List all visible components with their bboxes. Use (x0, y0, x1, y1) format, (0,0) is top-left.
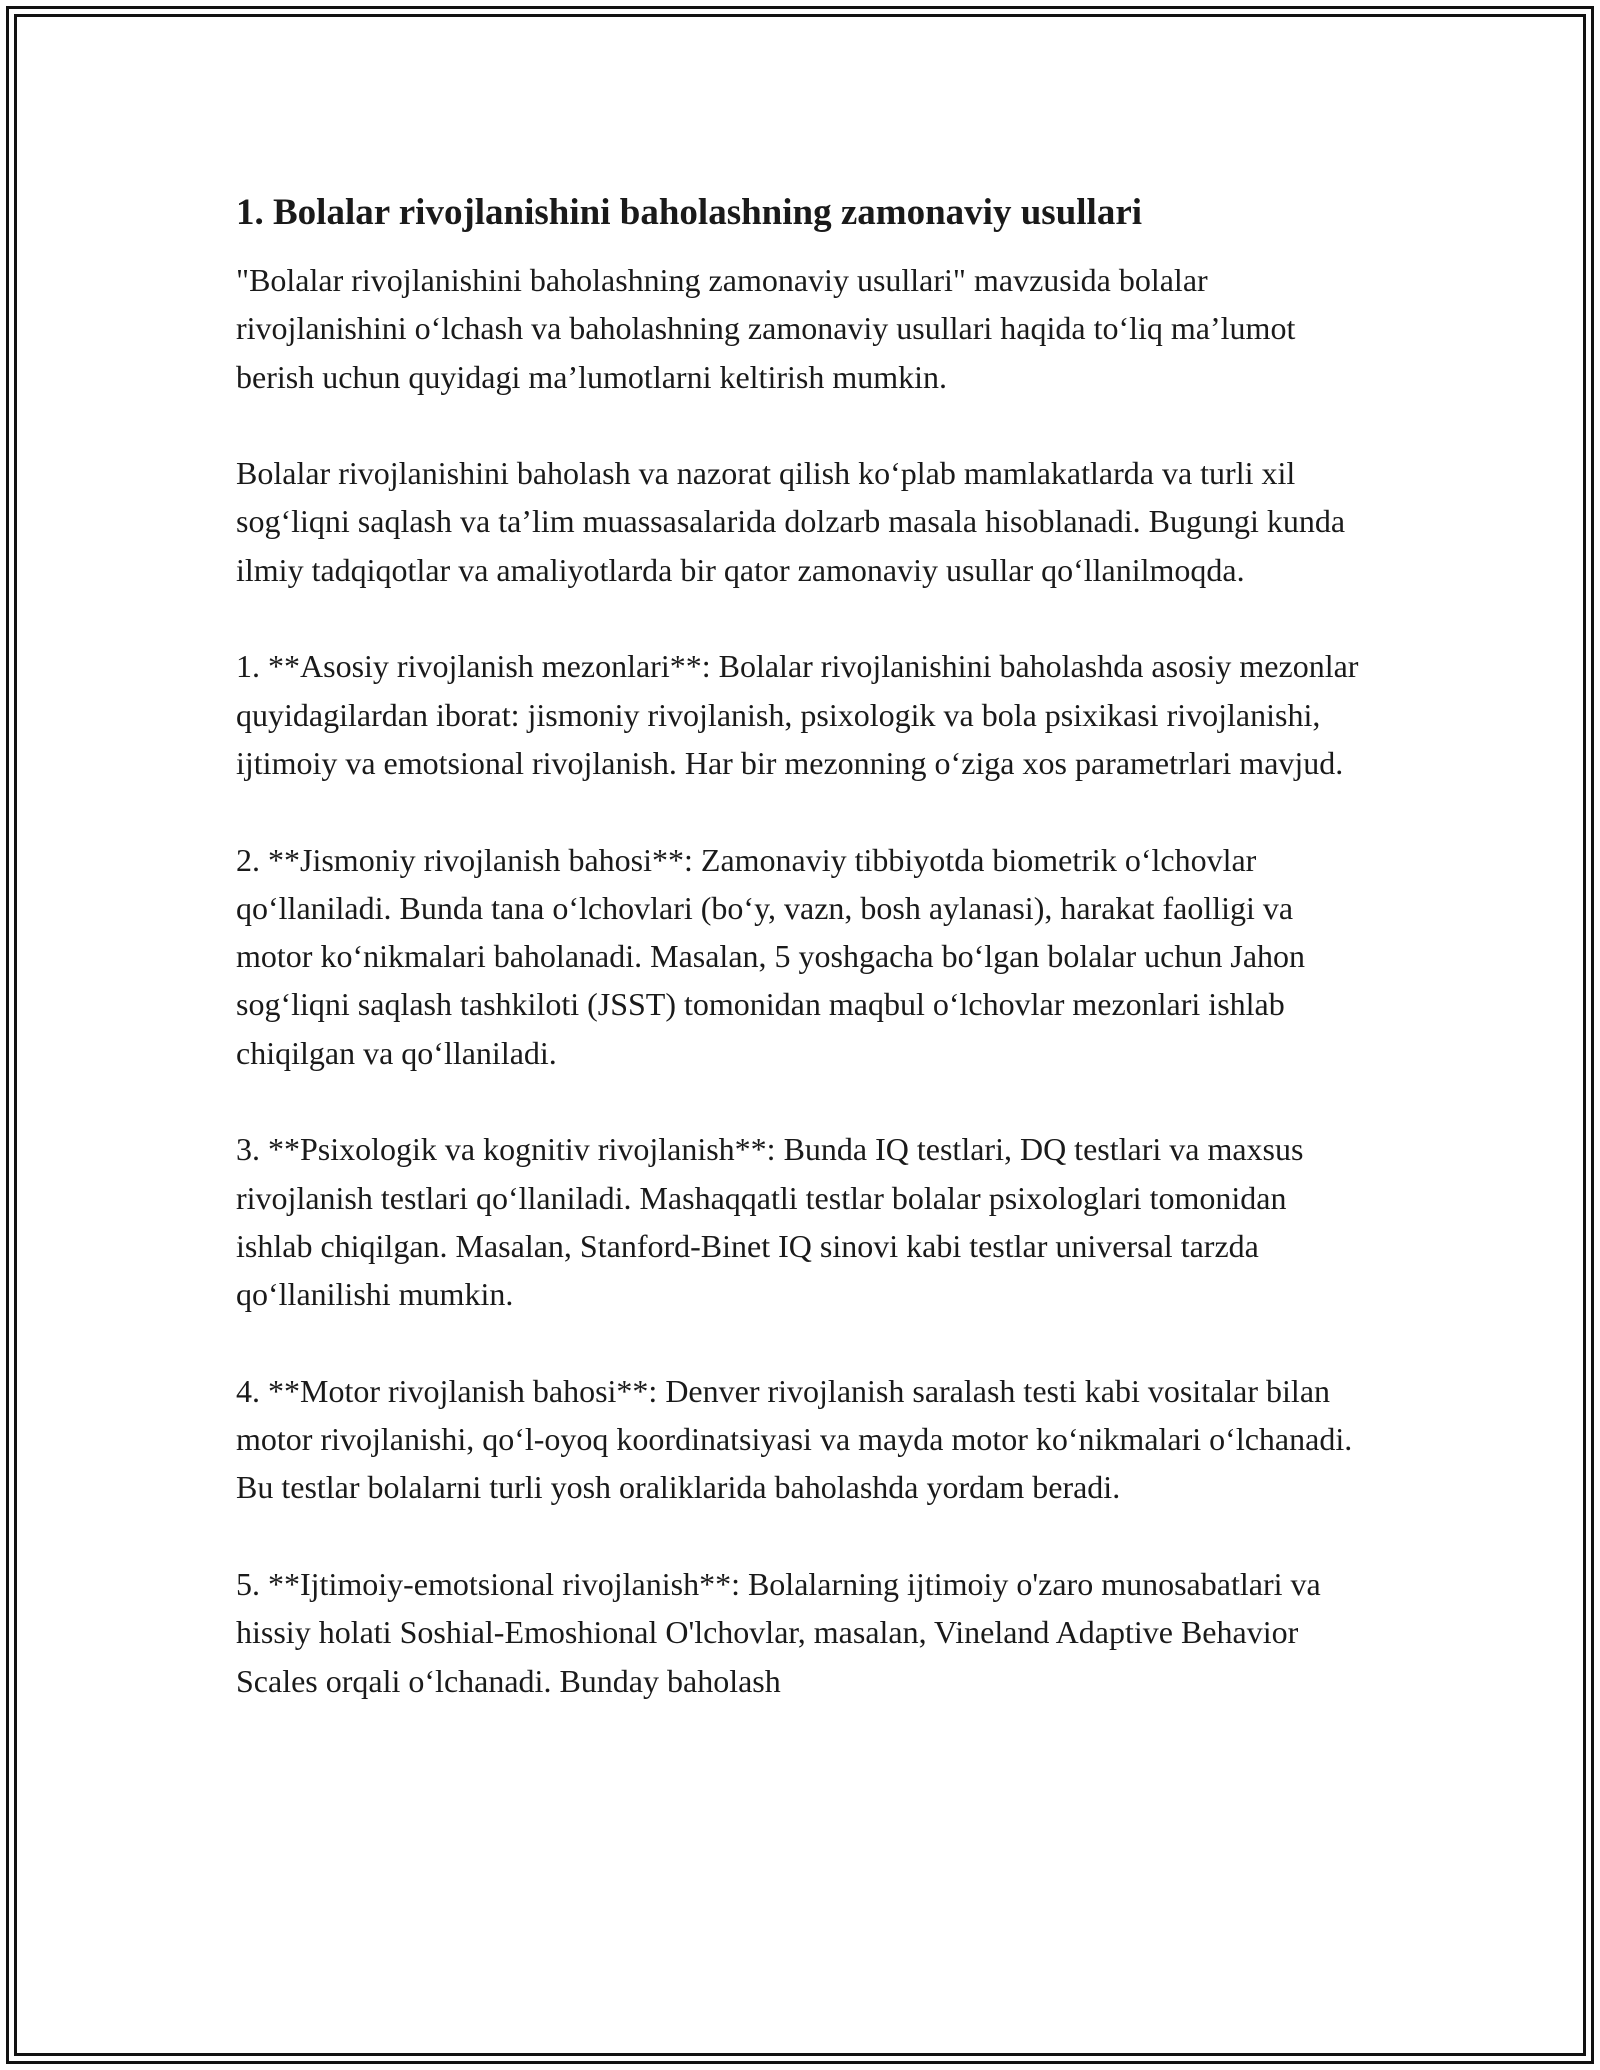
paragraph-item-3: 3. **Psixologik va kognitiv rivojlanish**: Bunda IQ testlari, DQ testlari va maxsus rivojlanish testlari qo‘llaniladi. Mashaqqatli testlar bolalar psixologlari tomonidan ishlab chiqilgan. Masalan, Stanford-Binet IQ sinovi kabi testlar universal tarzda qo‘llanilishi mumkin. (236, 1131, 1304, 1313)
paragraph-intro: "Bolalar rivojlanishini baholashning zamonaviy usullari" mavzusida bolalar rivojlanishini o‘lchash va baholashning zamonaviy usullari haqida to‘liq ma’lumot berish uchun quyidagi ma’lumotlarni keltirish mumkin. (236, 262, 1296, 395)
paragraph-item-1: 1. **Asosiy rivojlanish mezonlari**: Bolalar rivojlanishini baholashda asosiy mezonlar quyidagilardan iborat: jismoniy rivojlanish, psixologik va bola psixikasi rivojlanishi, ijtimoiy va emotsional rivojlanish. Har bir mezonning o‘ziga xos parametrlari mavjud. (236, 648, 1359, 781)
paragraph-item-4: 4. **Motor rivojlanish bahosi**: Denver rivojlanish saralash testi kabi vositalar bilan motor rivojlanishi, qo‘l-oyoq koordinatsiyasi va mayda motor ko‘nikmalari o‘lchanadi. Bu testlar bolalarni turli yosh oraliklarida baholashda yordam beradi. (236, 1372, 1353, 1506)
document-body (236, 188, 1366, 1753)
document-title: 1. Bolalar rivojlanishini baholashning zamonaviy usullari (236, 192, 1143, 233)
paragraph-item-2: 2. **Jismoniy rivojlanish bahosi**: Zamonaviy tibbiyotda biometrik o‘lchovlar qo‘llaniladi. Bunda tana o‘lchovlari (bo‘y, vazn, bosh aylanasi), harakat faolligi va motor ko‘nikmalari baholanadi. Masalan, 5 yoshgacha bo‘lgan bolalar uchun Jahon sog‘liqni saqlash tashkiloti (JSST) tomonidan maqbul o‘lchovlar mezonlari ishlab chiqilgan va qo‘llaniladi. (236, 841, 1306, 1071)
paragraph-context: Bolalar rivojlanishini baholash va nazorat qilish ko‘plab mamlakatlarda va turli xil sog‘liqni saqlash va ta’lim muassasalarida dolzarb masala hisoblanadi. Bugungi kunda ilmiy tadqiqotlar va amaliyotlarda bir qator zamonaviy usullar qo‘llanilmoqda. (236, 455, 1346, 588)
paragraph-item-5: 5. **Ijtimoiy-emotsional rivojlanish**: Bolalarning ijtimoiy o'zaro munosabatlari va hissiy holati Soshial-Emoshional O'lchovlar, masalan, Vineland Adaptive Behavior Scales orqali o‘lchanadi. Bunday baholash (236, 1566, 1321, 1699)
